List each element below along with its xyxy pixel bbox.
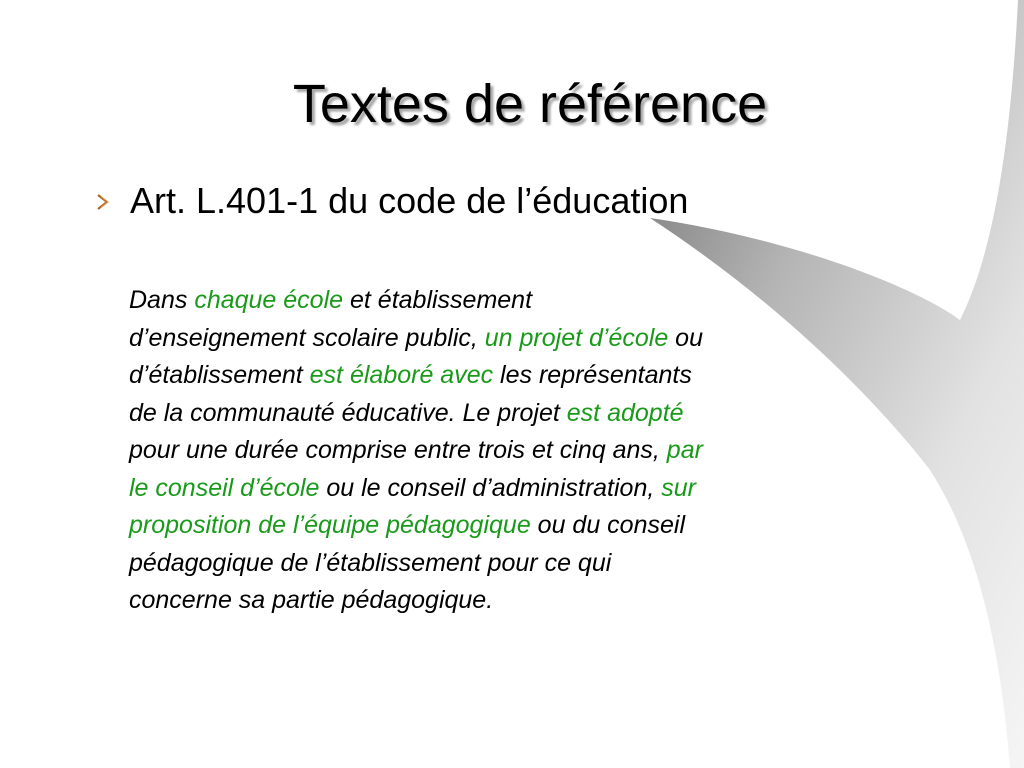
quote-highlight: est adopté — [566, 398, 684, 427]
quote-highlight: sur — [661, 473, 696, 502]
quote-text: Dans — [129, 286, 195, 314]
quote-highlight: est élaboré avec — [309, 361, 494, 389]
quote-text: d’établissement — [129, 361, 310, 389]
quote-line — [129, 582, 929, 620]
legal-quote — [129, 282, 929, 620]
quote-line — [129, 357, 929, 395]
quote-highlight: un projet d’école — [484, 323, 669, 352]
bullet-text: Art. L.401-1 du code de l’éducation — [130, 180, 689, 221]
quote-line — [129, 545, 929, 583]
quote-text: et établissement — [343, 286, 533, 314]
quote-text: ou du conseil — [530, 511, 686, 539]
quote-text: pour une durée comprise entre trois et cinq ans, — [129, 436, 667, 464]
quote-text: concerne sa partie pédagogique. — [129, 586, 494, 614]
quote-text: les représentants — [493, 361, 692, 389]
quote-text: ou — [668, 323, 703, 352]
quote-line — [129, 432, 929, 470]
quote-highlight: proposition de l’équipe pédagogique — [129, 511, 531, 539]
slide-title: Textes de référence — [292, 74, 768, 134]
quote-line — [129, 470, 929, 508]
quote-text: pédagogique de l’établissement pour ce qui — [129, 548, 612, 577]
quote-text: d’enseignement scolaire public, — [129, 323, 485, 352]
quote-line — [129, 395, 929, 433]
quote-line — [129, 282, 929, 320]
bullet-item — [92, 176, 688, 226]
quote-highlight: chaque école — [194, 286, 344, 314]
chevron-right-icon — [92, 191, 114, 213]
quote-highlight: le conseil d’école — [129, 473, 320, 502]
quote-line — [129, 320, 929, 358]
quote-text: ou le conseil d’administration, — [319, 473, 662, 502]
quote-line — [129, 507, 929, 545]
quote-highlight: par — [666, 436, 703, 464]
quote-text: de la communauté éducative. Le projet — [129, 398, 567, 427]
